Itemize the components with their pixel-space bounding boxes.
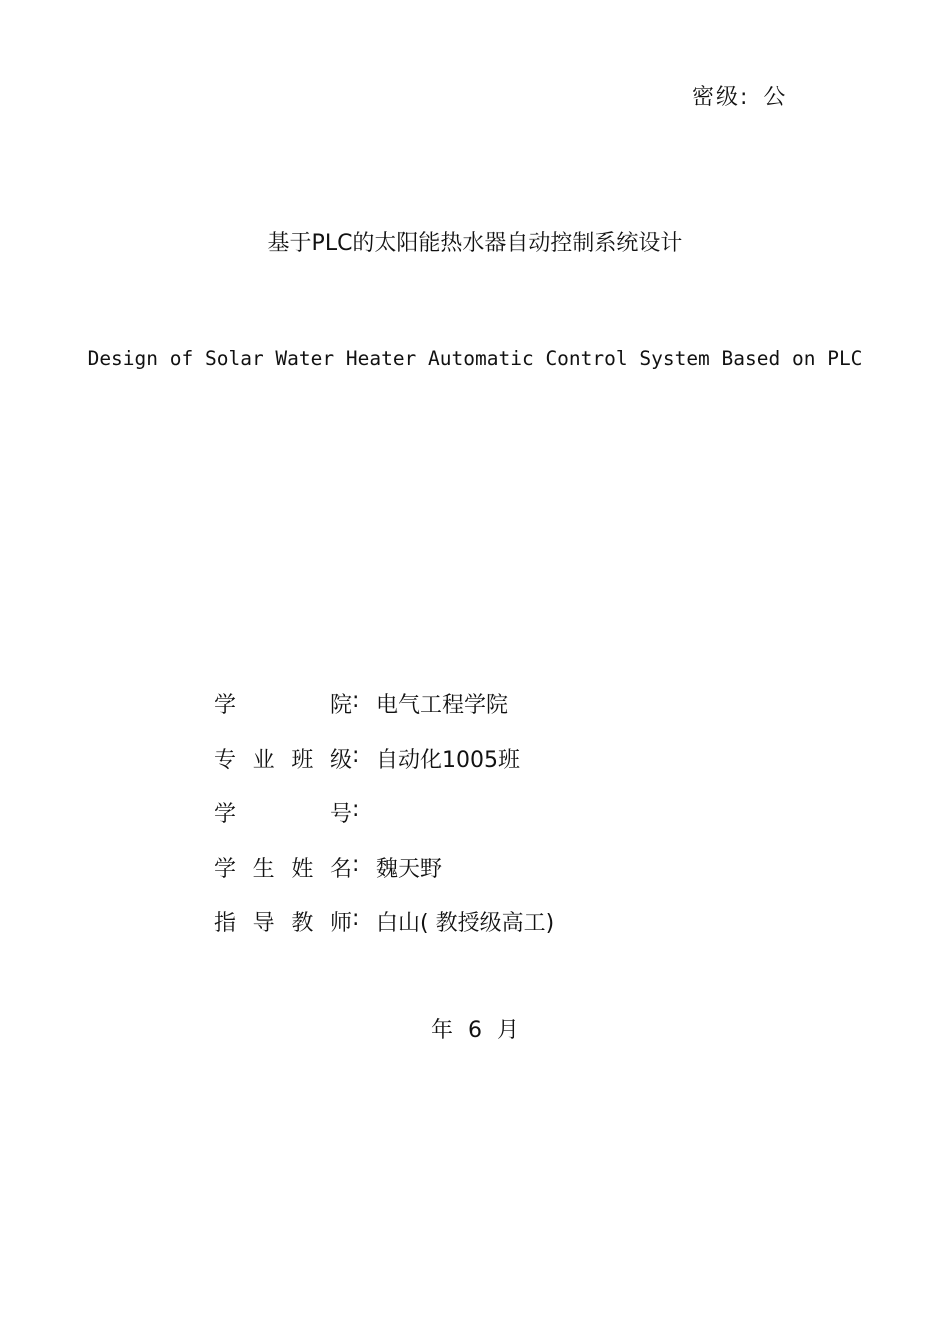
secrecy-label: 密级: <box>692 85 750 110</box>
info-value-advisor: 白山( 教授级高工) <box>376 911 555 936</box>
info-label-college: 学 院 <box>214 693 352 718</box>
info-value-class: 自动化1005班 <box>376 747 520 773</box>
secrecy-level <box>692 80 787 111</box>
thesis-info-block <box>214 688 554 961</box>
info-label-advisor: 指 导 教 师 <box>214 911 352 936</box>
info-row-class <box>214 743 554 798</box>
info-label-student-name: 学 生 姓 名 <box>214 856 352 882</box>
info-row-student-name <box>214 852 554 907</box>
info-colon: : <box>352 688 360 713</box>
info-row-advisor <box>214 906 554 961</box>
info-label-student-id: 学 号 <box>214 802 352 827</box>
info-value-student-name: 魏天野 <box>376 856 443 882</box>
info-row-student-id <box>214 797 554 852</box>
info-colon: : <box>352 906 360 931</box>
info-label-class: 专 业 班 级 <box>214 747 352 773</box>
thesis-title-chinese: 基于PLC的太阳能热水器自动控制系统设计 <box>267 231 683 256</box>
thesis-date: 年 6 月 <box>431 1018 519 1043</box>
info-colon: : <box>352 797 360 822</box>
info-value-college: 电气工程学院 <box>376 693 509 718</box>
info-colon: : <box>352 742 360 768</box>
info-colon: : <box>352 851 360 877</box>
secrecy-value: 公 <box>763 85 788 110</box>
thesis-title-english: Design of Solar Water Heater Automatic Control System Based on PLC <box>87 347 863 370</box>
info-row-college <box>214 688 554 743</box>
